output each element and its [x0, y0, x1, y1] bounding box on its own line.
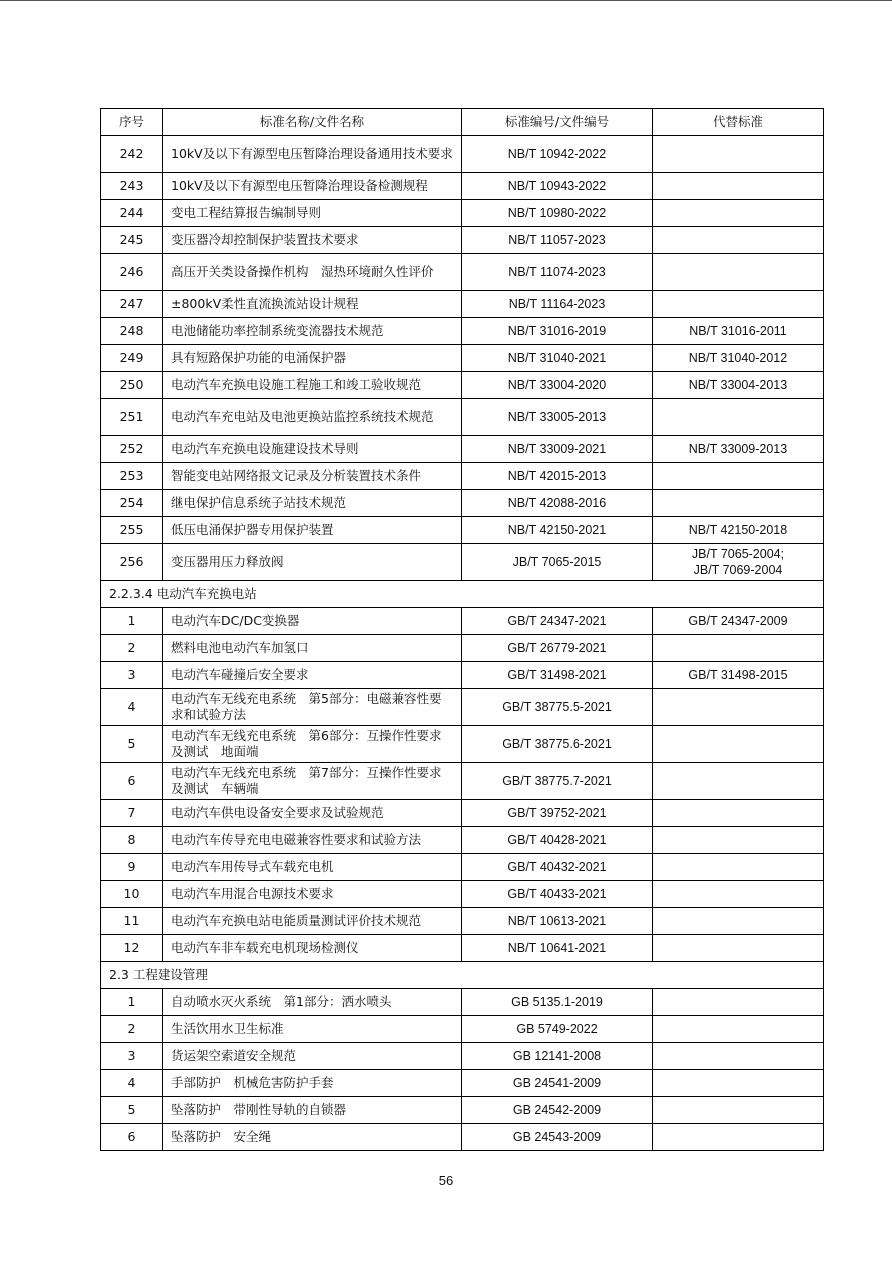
cell-name: 高压开关类设备操作机构 湿热环境耐久性评价: [163, 254, 462, 291]
cell-name: 生活饮用水卫生标准: [163, 1016, 462, 1043]
cell-code: NB/T 11164-2023: [462, 291, 653, 318]
table-row: [101, 517, 824, 544]
table-row: [101, 662, 824, 689]
header-code: 标准编号/文件编号: [462, 109, 653, 136]
cell-name: 电动汽车传导充电电磁兼容性要求和试验方法: [163, 827, 462, 854]
cell-code: GB/T 26779-2021: [462, 635, 653, 662]
cell-replace: [653, 291, 824, 318]
cell-seq: 252: [101, 436, 163, 463]
table-row: [101, 200, 824, 227]
cell-name: 变压器冷却控制保护装置技术要求: [163, 227, 462, 254]
cell-name: 低压电涌保护器专用保护装置: [163, 517, 462, 544]
cell-code: GB/T 40428-2021: [462, 827, 653, 854]
cell-seq: 6: [101, 1124, 163, 1151]
cell-seq: 10: [101, 881, 163, 908]
table-row: [101, 291, 824, 318]
cell-name: 电动汽车非车载充电机现场检测仪: [163, 935, 462, 962]
cell-replace: [653, 1016, 824, 1043]
header-name: 标准名称/文件名称: [163, 109, 462, 136]
table-row: [101, 1124, 824, 1151]
cell-code: NB/T 10980-2022: [462, 200, 653, 227]
cell-code: GB/T 40433-2021: [462, 881, 653, 908]
cell-name: 电动汽车充电站及电池更换站监控系统技术规范: [163, 399, 462, 436]
cell-replace: [653, 227, 824, 254]
cell-seq: 4: [101, 689, 163, 726]
cell-replace: NB/T 42150-2018: [653, 517, 824, 544]
cell-replace: [653, 463, 824, 490]
table-row: [101, 1016, 824, 1043]
cell-seq: 6: [101, 763, 163, 800]
table-row: [101, 1043, 824, 1070]
cell-code: GB 5749-2022: [462, 1016, 653, 1043]
table-row: [101, 490, 824, 517]
section-heading: 2.3 工程建设管理: [101, 962, 824, 989]
cell-replace: [653, 544, 824, 581]
cell-code: NB/T 11057-2023: [462, 227, 653, 254]
table-row: [101, 935, 824, 962]
cell-name: 电动汽车无线充电系统 第6部分：互操作性要求及测试 地面端: [163, 726, 462, 763]
cell-seq: 255: [101, 517, 163, 544]
cell-code: GB/T 31498-2021: [462, 662, 653, 689]
section-heading-row: [101, 581, 824, 608]
cell-code: NB/T 31016-2019: [462, 318, 653, 345]
section-heading: 2.2.3.4 电动汽车充换电站: [101, 581, 824, 608]
cell-name: 电动汽车充换电设施建设技术导则: [163, 436, 462, 463]
table-row: [101, 908, 824, 935]
section-heading-row: [101, 962, 824, 989]
cell-replace: [653, 854, 824, 881]
cell-seq: 7: [101, 800, 163, 827]
table-row: [101, 1097, 824, 1124]
cell-replace: [653, 1043, 824, 1070]
cell-seq: 250: [101, 372, 163, 399]
cell-replace: [653, 763, 824, 800]
cell-code: NB/T 33009-2021: [462, 436, 653, 463]
cell-code: GB/T 39752-2021: [462, 800, 653, 827]
cell-seq: 251: [101, 399, 163, 436]
cell-seq: 242: [101, 136, 163, 173]
cell-seq: 11: [101, 908, 163, 935]
cell-name: 电动汽车供电设备安全要求及试验规范: [163, 800, 462, 827]
cell-code: NB/T 42088-2016: [462, 490, 653, 517]
cell-replace: [653, 1070, 824, 1097]
table-row: [101, 1070, 824, 1097]
cell-name: 自动喷水灭火系统 第1部分：洒水喷头: [163, 989, 462, 1016]
cell-code: GB/T 38775.6-2021: [462, 726, 653, 763]
cell-name: 电动汽车用混合电源技术要求: [163, 881, 462, 908]
cell-replace: [653, 989, 824, 1016]
table-row: [101, 544, 824, 581]
cell-name: 坠落防护 带刚性导轨的自锁器: [163, 1097, 462, 1124]
cell-seq: 3: [101, 662, 163, 689]
cell-replace: NB/T 33004-2013: [653, 372, 824, 399]
cell-name: 电动汽车充换电设施工程施工和竣工验收规范: [163, 372, 462, 399]
table-row: [101, 854, 824, 881]
cell-name: 电动汽车无线充电系统 第7部分：互操作性要求及测试 车辆端: [163, 763, 462, 800]
cell-seq: 8: [101, 827, 163, 854]
cell-code: GB 24542-2009: [462, 1097, 653, 1124]
cell-code: NB/T 10613-2021: [462, 908, 653, 935]
cell-code: GB/T 40432-2021: [462, 854, 653, 881]
cell-replace: NB/T 31016-2011: [653, 318, 824, 345]
cell-name: 继电保护信息系统子站技术规范: [163, 490, 462, 517]
table-row: [101, 227, 824, 254]
cell-name: 电动汽车碰撞后安全要求: [163, 662, 462, 689]
table-row: [101, 763, 824, 800]
table-row: [101, 635, 824, 662]
cell-name: 电动汽车DC/DC变换器: [163, 608, 462, 635]
cell-code: JB/T 7065-2015: [462, 544, 653, 581]
cell-code: GB 24543-2009: [462, 1124, 653, 1151]
cell-code: NB/T 42150-2021: [462, 517, 653, 544]
cell-replace: [653, 490, 824, 517]
cell-replace: [653, 635, 824, 662]
cell-code: GB/T 38775.5-2021: [462, 689, 653, 726]
cell-seq: 248: [101, 318, 163, 345]
cell-replace: [653, 827, 824, 854]
replace-line-1: JB/T 7065-2004;: [691, 547, 785, 561]
cell-replace: [653, 254, 824, 291]
cell-seq: 1: [101, 608, 163, 635]
cell-replace: [653, 173, 824, 200]
cell-seq: 12: [101, 935, 163, 962]
cell-replace: [653, 800, 824, 827]
cell-seq: 5: [101, 726, 163, 763]
cell-name: 10kV及以下有源型电压暂降治理设备检测规程: [163, 173, 462, 200]
table-row: [101, 254, 824, 291]
cell-name: 货运架空索道安全规范: [163, 1043, 462, 1070]
table-row: [101, 399, 824, 436]
cell-replace: GB/T 31498-2015: [653, 662, 824, 689]
table-row: [101, 372, 824, 399]
cell-code: NB/T 42015-2013: [462, 463, 653, 490]
cell-code: NB/T 31040-2021: [462, 345, 653, 372]
cell-name: 具有短路保护功能的电涌保护器: [163, 345, 462, 372]
cell-name: 燃料电池电动汽车加氢口: [163, 635, 462, 662]
cell-seq: 256: [101, 544, 163, 581]
cell-code: GB 5135.1-2019: [462, 989, 653, 1016]
cell-code: NB/T 11074-2023: [462, 254, 653, 291]
cell-replace: [653, 726, 824, 763]
cell-seq: 244: [101, 200, 163, 227]
cell-seq: 247: [101, 291, 163, 318]
table-header-row: [101, 109, 824, 136]
header-seq: 序号: [101, 109, 163, 136]
table-row: [101, 436, 824, 463]
cell-seq: 249: [101, 345, 163, 372]
cell-code: NB/T 10641-2021: [462, 935, 653, 962]
table-row: [101, 989, 824, 1016]
cell-code: GB/T 38775.7-2021: [462, 763, 653, 800]
cell-replace: [653, 1124, 824, 1151]
page-number: 56: [438, 1173, 454, 1188]
cell-name: 变电工程结算报告编制导则: [163, 200, 462, 227]
cell-seq: 9: [101, 854, 163, 881]
cell-replace: [653, 935, 824, 962]
cell-name: 电池储能功率控制系统变流器技术规范: [163, 318, 462, 345]
cell-replace: [653, 399, 824, 436]
top-border-line: [0, 0, 892, 1]
cell-replace: [653, 136, 824, 173]
cell-replace: [653, 908, 824, 935]
cell-name: 电动汽车用传导式车载充电机: [163, 854, 462, 881]
cell-seq: 4: [101, 1070, 163, 1097]
cell-name: 变压器用压力释放阀: [163, 544, 462, 581]
cell-seq: 1: [101, 989, 163, 1016]
table-row: [101, 608, 824, 635]
table-row: [101, 136, 824, 173]
cell-seq: 254: [101, 490, 163, 517]
cell-replace: [653, 200, 824, 227]
table-row: [101, 173, 824, 200]
table-row: [101, 800, 824, 827]
cell-seq: 3: [101, 1043, 163, 1070]
replace-line-2: JB/T 7069-2004: [693, 563, 783, 577]
cell-code: GB 24541-2009: [462, 1070, 653, 1097]
table-row: [101, 318, 824, 345]
cell-replace: [653, 881, 824, 908]
table-row: [101, 726, 824, 763]
cell-code: NB/T 10943-2022: [462, 173, 653, 200]
cell-code: GB 12141-2008: [462, 1043, 653, 1070]
table-row: [101, 827, 824, 854]
cell-code: GB/T 24347-2021: [462, 608, 653, 635]
table-row: [101, 881, 824, 908]
cell-name: 手部防护 机械危害防护手套: [163, 1070, 462, 1097]
table-row: [101, 463, 824, 490]
standards-table: [100, 108, 824, 1151]
cell-replace: NB/T 31040-2012: [653, 345, 824, 372]
table-row: [101, 689, 824, 726]
cell-seq: 246: [101, 254, 163, 291]
cell-seq: 5: [101, 1097, 163, 1124]
cell-replace: [653, 1097, 824, 1124]
cell-seq: 2: [101, 1016, 163, 1043]
cell-name: ±800kV柔性直流换流站设计规程: [163, 291, 462, 318]
cell-seq: 245: [101, 227, 163, 254]
cell-code: NB/T 33004-2020: [462, 372, 653, 399]
table-body: [101, 136, 824, 1151]
cell-seq: 253: [101, 463, 163, 490]
cell-replace: NB/T 33009-2013: [653, 436, 824, 463]
header-replace: 代替标准: [653, 109, 824, 136]
cell-code: NB/T 10942-2022: [462, 136, 653, 173]
cell-name: 10kV及以下有源型电压暂降治理设备通用技术要求: [163, 136, 462, 173]
cell-name: 电动汽车充换电站电能质量测试评价技术规范: [163, 908, 462, 935]
cell-seq: 243: [101, 173, 163, 200]
cell-name: 电动汽车无线充电系统 第5部分：电磁兼容性要求和试验方法: [163, 689, 462, 726]
cell-name: 坠落防护 安全绳: [163, 1124, 462, 1151]
cell-code: NB/T 33005-2013: [462, 399, 653, 436]
cell-replace: GB/T 24347-2009: [653, 608, 824, 635]
cell-replace: [653, 689, 824, 726]
cell-name: 智能变电站网络报文记录及分析装置技术条件: [163, 463, 462, 490]
table-row: [101, 345, 824, 372]
cell-seq: 2: [101, 635, 163, 662]
